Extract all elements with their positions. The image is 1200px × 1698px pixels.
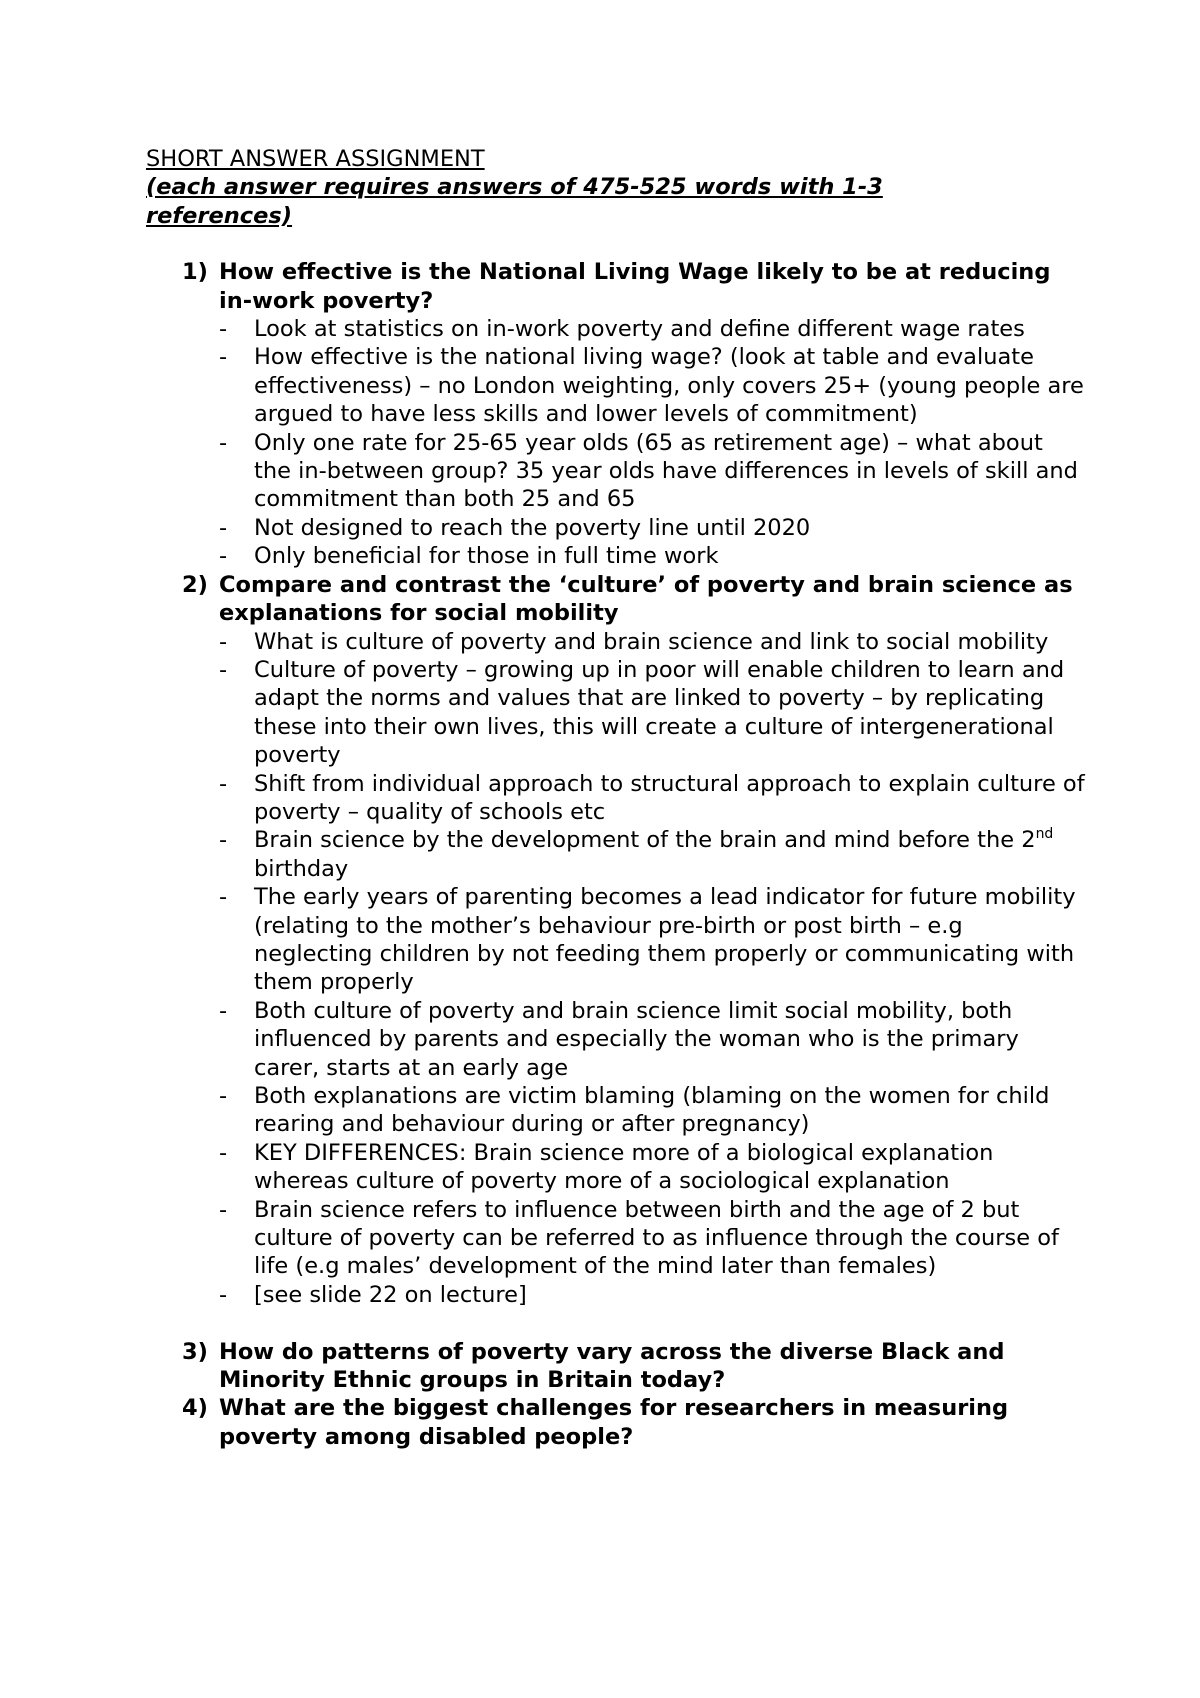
dash-marker: -	[219, 997, 228, 1024]
dash-marker: -	[219, 1281, 228, 1308]
document-subtitle: (each answer requires answers of 475-525 words with 1-3 references)	[146, 174, 883, 229]
list-item	[219, 997, 1086, 1082]
question-4	[146, 1394, 1086, 1451]
bullet-text: Brain science refers to influence between birth and the age of 2 but culture of poverty can be referred to as influence through the course of life (e.g males’ development of the mind later than females)	[254, 1196, 1059, 1280]
list-item	[219, 770, 1086, 827]
document-title: SHORT ANSWER ASSIGNMENT	[146, 146, 485, 172]
question-text: How effective is the National Living Wage likely to be at reducing in-work poverty?	[219, 259, 1051, 314]
bullet-text: How effective is the national living wage? (look at table and evaluate effectiveness) – no London weighting, only covers 25+ (young people are argued to have less skills and lower levels of commitment)	[254, 344, 1084, 428]
bullet-text: Not designed to reach the poverty line until 2020	[254, 514, 811, 541]
document-page	[146, 145, 1086, 1451]
list-item	[219, 1139, 1086, 1196]
list-item	[219, 1082, 1086, 1139]
question-1	[146, 258, 1086, 570]
list-item	[219, 429, 1086, 514]
bullet-text: Culture of poverty – growing up in poor will enable children to learn and adapt the norms and values that are linked to poverty – by replicating these into their own lives, this will create a culture of intergenerational poverty	[254, 656, 1065, 769]
dash-marker: -	[219, 429, 228, 456]
question-number: 1)	[182, 259, 208, 286]
dash-marker: -	[219, 884, 228, 911]
question-number: 3)	[182, 1338, 208, 1365]
title-block	[146, 145, 1086, 230]
blank-line	[146, 1309, 1086, 1337]
bullet-text: Look at statistics on in-work poverty and define different wage rates	[254, 316, 1025, 343]
list-item	[219, 542, 1086, 570]
question-number: 4)	[182, 1395, 208, 1422]
dash-marker: -	[219, 1083, 228, 1109]
question-text: How do patterns of poverty vary across the diverse Black and Minority Ethnic groups in Britain today?	[219, 1338, 1005, 1394]
bullet-text: KEY DIFFERENCES: Brain science more of a biological explanation whereas culture of poverty more of a sociological explanation	[254, 1139, 994, 1195]
dash-marker: -	[219, 1196, 228, 1223]
dash-marker: -	[219, 770, 228, 797]
list-item	[219, 883, 1086, 997]
dash-marker: -	[219, 628, 228, 655]
bullet-list	[219, 628, 1086, 1310]
dash-marker: -	[219, 827, 228, 854]
dash-marker: -	[219, 316, 228, 343]
dash-marker: -	[219, 514, 228, 541]
question-text: Compare and contrast the ‘culture’ of poverty and brain science as explanations for social mobility	[219, 571, 1073, 627]
question-text: What are the biggest challenges for researchers in measuring poverty among disabled people?	[219, 1395, 1009, 1450]
dash-marker: -	[219, 1139, 228, 1166]
bullet-text: Both explanations are victim blaming (blaming on the women for child rearing and behaviour during or after pregnancy)	[254, 1083, 1050, 1138]
question-number: 2)	[182, 571, 208, 598]
bullet-text: Both culture of poverty and brain science limit social mobility, both influenced by parents and especially the woman who is the primary carer, starts at an early age	[254, 997, 1019, 1081]
list-item	[219, 343, 1086, 428]
bullet-text: The early years of parenting becomes a lead indicator for future mobility (relating to the mother’s behaviour pre-birth or post birth – e.g neglecting children by not feeding them properly or communicating with them properly	[254, 884, 1076, 996]
bullet-text-after: birthday	[254, 855, 349, 882]
dash-marker: -	[219, 543, 228, 570]
list-item	[219, 656, 1086, 770]
bullet-text: [see slide 22 on lecture]	[254, 1281, 527, 1308]
question-2	[146, 571, 1086, 1310]
dash-marker: -	[219, 656, 228, 683]
question-3	[146, 1338, 1086, 1395]
list-item	[219, 1196, 1086, 1281]
list-item	[219, 826, 1086, 883]
bullet-text: What is culture of poverty and brain science and link to social mobility	[254, 628, 1049, 655]
list-item	[219, 315, 1086, 343]
bullet-text-before: Brain science by the development of the brain and mind before the 2	[254, 827, 1036, 854]
list-item	[219, 628, 1086, 656]
dash-marker: -	[219, 344, 228, 371]
bullet-list	[219, 315, 1086, 571]
list-item	[219, 514, 1086, 542]
question-list	[146, 258, 1086, 1451]
list-item	[219, 1281, 1086, 1309]
bullet-text: Only beneficial for those in full time work	[254, 543, 719, 570]
ordinal-suffix: nd	[1035, 826, 1054, 843]
bullet-text: Shift from individual approach to structural approach to explain culture of poverty – quality of schools etc	[254, 770, 1085, 825]
bullet-text: Only one rate for 25-65 year olds (65 as retirement age) – what about the in-between group? 35 year olds have differences in levels of skill and commitment than both 25 and 65	[254, 429, 1078, 513]
